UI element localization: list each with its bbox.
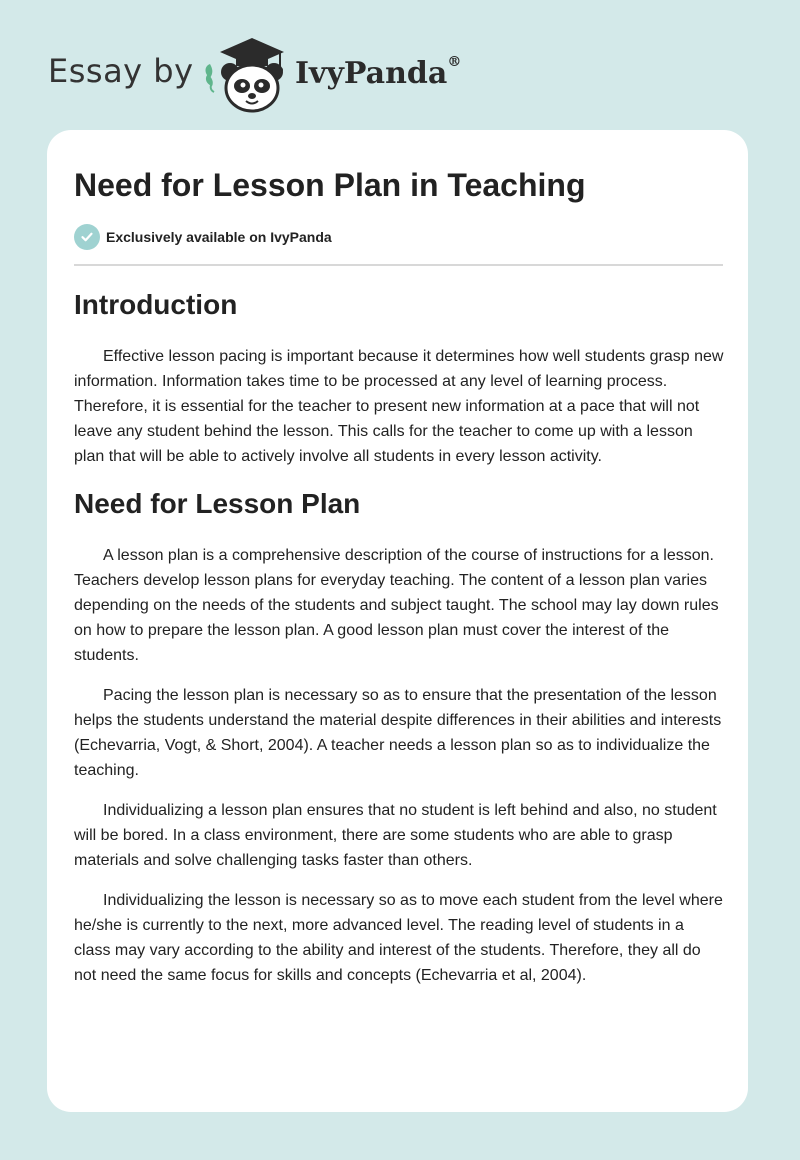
paragraph: Effective lesson pacing is important because it determines how well students grasp new information. Information takes time to be processed at any level of learning process. Therefore, it is essential for the teacher to present new information at a pace that will not leave any student behind the lesson. This calls for the teacher to come up with a lesson plan that will be able to actively involve all students in every lesson activity. [74,348,724,465]
paragraph: Individualizing the lesson is necessary so as to move each student from the level where he/she is currently to the next, more advanced level. The reading level of students in a class may vary according to the ability and interest of the students. Therefore, they all do not need the same focus for skills and concepts (Echevarria et al, 2004). [74,892,723,984]
site-header [48,34,548,114]
exclusive-badge [74,224,724,250]
registered-mark: ® [447,54,462,70]
section-heading-need-for-lesson-plan: Need for Lesson Plan [74,488,361,519]
paragraph: Individualizing a lesson plan ensures that no student is left behind and also, no student will be bored. In a class environment, there are some students who are able to grasp materials and solve challenging tasks faster than others. [74,802,717,869]
brand-name[interactable]: IvyPanda® [295,54,462,91]
section-heading-introduction: Introduction [74,289,238,320]
page-title: Need for Lesson Plan in Teaching [74,167,586,203]
panda-logo-icon[interactable] [200,34,290,114]
divider [74,264,723,266]
essay-by-label: Essay by [48,52,194,90]
exclusive-label: Exclusively available on IvyPanda [106,229,332,245]
paragraph: A lesson plan is a comprehensive description of the course of instructions for a lesson. Teachers develop lesson plans for everyday teaching. The content of a lesson plan varies depending on the needs of the students and subject taught. The school may lay down rules on how to prepare the lesson plan. A good lesson plan must cover the interest of the students. [74,547,719,664]
article-card [47,130,748,1112]
check-icon [74,224,100,250]
paragraph: Pacing the lesson plan is necessary so as to ensure that the presentation of the lesson helps the students understand the material despite differences in their abilities and interests (Echevarria, Vogt, & Short, 2004). A teacher needs a lesson plan so as to individualize the teaching. [74,687,722,779]
article-content [74,130,724,988]
